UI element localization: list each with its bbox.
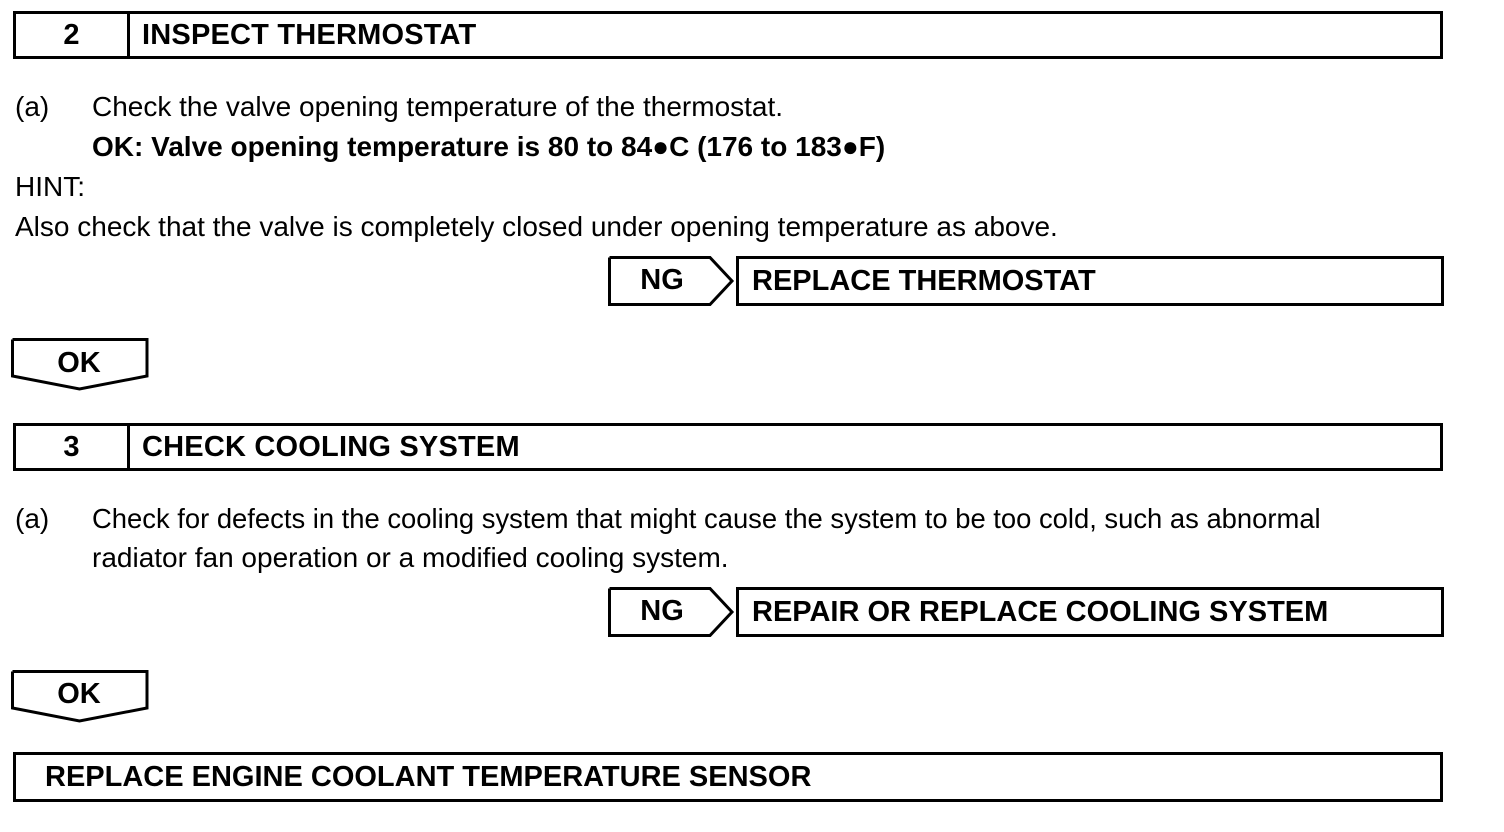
step-2-header (13, 11, 1443, 59)
step-3-number: 3 (16, 426, 130, 468)
step-2-item-text: Check the valve opening temperature of the thermostat. (92, 91, 784, 122)
step-2-ng-label: NG (640, 264, 684, 296)
step-3-title: CHECK COOLING SYSTEM (142, 430, 520, 463)
step-2-ok-label: OK (57, 347, 101, 379)
step-2-ng-action-box (736, 256, 1444, 306)
step-2-item-marker: (a) (15, 91, 50, 122)
step-2-hint-label: HINT: (15, 171, 85, 202)
final-action-box (13, 752, 1443, 802)
step-3-ng-label: NG (640, 595, 684, 627)
step-3-ng-action-box (736, 587, 1444, 637)
step-3-item-marker: (a) (15, 503, 50, 534)
step-2-hint-text: Also check that the valve is completely closed under opening temperature as above. (15, 211, 1058, 242)
step-3-ok-label: OK (57, 678, 101, 710)
step-2-ng-action: REPLACE THERMOSTAT (752, 264, 1096, 297)
step-3-ng-action: REPAIR OR REPLACE COOLING SYSTEM (752, 595, 1329, 628)
step-2-ok-spec: OK: Valve opening temperature is 80 to 84●C (176 to 183●F) (92, 131, 886, 162)
step-3-item-text-line2: radiator fan operation or a modified cooling system. (92, 542, 729, 573)
final-action: REPLACE ENGINE COOLANT TEMPERATURE SENSOR (45, 760, 812, 793)
step-2-title: INSPECT THERMOSTAT (142, 18, 477, 51)
step-3-item-text-line1: Check for defects in the cooling system that might cause the system to be too cold, such as abnormal (92, 503, 1321, 534)
step-2-number: 2 (16, 14, 130, 56)
step-3-header (13, 423, 1443, 471)
